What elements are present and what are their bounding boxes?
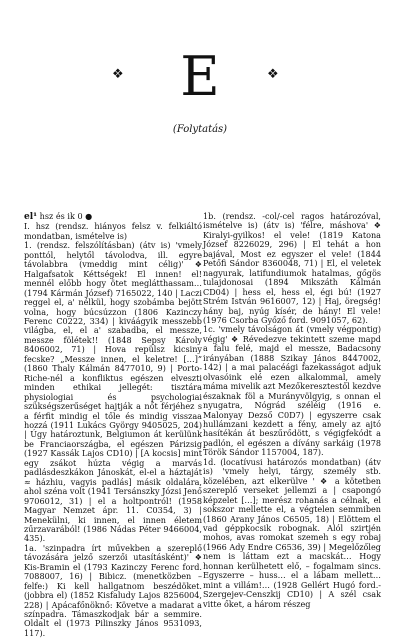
entry-sense: 1b. (rendsz. -col/-cel ragos határozóval, ismételve is) (átv is) 'félre, máshova' ❖ Kiralyi-gyilkos! el vele! (1819 Katona József 8226029, 296) | El tehát a hon bajával, Most ez egyszer el vele! (1844 Petőfi Sándor 8360048, 71) | El, el veletek nagyurak, latifundiumok hatalmas, gőgös tulajdonosai (1894 Mikszáth Kálmán CD04) | hess el, hess el, égi bú! (1927 Strém István 9616007, 12) | Haj, öregség! hány baj, nyúg kísér, de hány! El vele! (1976 Csorba Győző ford. 9091057, 62). — [203, 211, 381, 325]
headword: el¹ — [24, 212, 38, 222]
left-column — [24, 212, 202, 638]
letter-header — [0, 0, 400, 150]
entry-sense: 1. (rendsz. felszólításban) (átv is) 'vmely ponttól, helytől távolodva, ill. egyre távolabbra (vmeddig mint célig)' ❖ Halgafsatok Kéttségek! El innen! el! mennél előbb hogy ötet meglátthassam… (1794 Kármán József) 7165022, 140 | Laczi reggel el, a' nélkül, hogy szobámba bejött volna, hogy búcsúzzon (1806 Kazinczy Ferenc C0222, 334) | kiváágyik messzebb világba, el, el a' szabadba, el messze, messze fölétek!! (1848 Sepsy Károly 8406002, 71) | Hova repülsz kicsiny fecske? „Messze innen, el keletre! […]” (1860 Thaly Kálmán 8477010, 9) | Porto-Riche-nél a konfliktus egészen elveszti minden ethikai jellegét: tisztára physiologiai és psychologiai szükségszerűséget hajtják a nőt férjéhez s a férfit mindig el tőle és mindig visszaa hozzá (1911 Lukács György 9405025, 204) | Úgy határoztunk, Belgiumon át kerülünk be Franciaországba, el egészen Párizsig (1927 Kassák Lajos CD10) | [A kocsis] mint egy zsákot húzta végig a marvás padlásdeszkákon Jánoskát, el-el a háztaját ≈ házhiu, vagyis padlás] másik oldalára, ahol széna volt (1941 Tersánszky Józsi Jenő 9706012, 31) | el a holtpontról! (1958 Magyar Nemzet ápr. 11. C0354, 3) | Menekülni, ki innen, el innen életem zűrzavarából! (1986 Nádas Péter 9466004, 435). — [24, 240, 202, 544]
entry-sense: 1a. 'szinpadra írt művekben a szereplő távozására jelző szerzői utasításként)' ❖ Kis-Bramin el (1793 Kazinczy Ferenc ford. 7088007, 16) | Bibicz. (menetközben – felfe:) Ki kell hallgatnom beszédöket. (jobbra el) (1852 Kisfaludy Lajos 8256004, 228) | Apácafőnöknő: Követve a madarat a színpadra. Támaszkodjak bár a semmire. Oldalt el (1973 Pilinszky János 9531093, 117). — [24, 542, 202, 638]
headword-pos: hsz és ik 0 ● — [37, 211, 93, 221]
continued-label: (Folytatás) — [172, 124, 228, 135]
diamond-ornament-icon: ❖ — [112, 67, 124, 82]
right-column — [203, 212, 381, 609]
diamond-ornament-icon: ❖ — [267, 67, 279, 82]
entry-sense: 1d. (locatívusi határozós mondatban) (átv is) 'vmely helyi, tárgy, személy stb. közelében, azt elkerülve ' ❖ a kötetben szereplő verseket jellemzi a | csapongó képzelet […]; merész rohanás a célnak, el sokszor mellette el, a végtelen semmiben (1860 Arany János C6505, 18) | Elöttem el vad géppkocsik robognak. Alól szirtjén mohos, avas romokat szemeh s egy robaj (1966 Ady Endre C6536, 39) | Megelőzőleg nem is láttam ezt a macskát… Hogy honnan kerülhetett elő, – fogalmam sincs. Egyszerre – huss… el a lábam mellett… mint a villám!… (1928 Gellért Hugó ford.-Szergejev-Censzkij CD10) | A szél csak vitte őket, a három részeg — [203, 456, 381, 609]
section-letter: E — [180, 45, 220, 108]
entry-sense: 1c. 'vmely távolságon át (vmely végpontig) végig' ❖ Révedezve tekintett szeme mapd a falu felé, majd el messze, Badacsony irányában (1888 Szikay János 8447002, 142) | a mai palacéági fazekasságot adjuk olvasóink elé ezen alkalommal, amely máma mivelik azt Mezőkeresztestől kezdve északnak föl a Murányvölgyig, s onnan el nyugatra, Nógrád széléig (1916 e. Malonyay Dezső C0D7) | egyszerre csak hullámzani kezdett a fény, amely az ajtó hasítékán át beszűrődött, s végigfekódt a padlón, el egészen a dívány sarkáig (1978 Török Sándor 1157004, 187). — [203, 324, 381, 458]
entry-sense: I. hsz (rendsz. hiányos felsz v. felkiáltó mondatban, ismételve is) — [24, 221, 202, 241]
